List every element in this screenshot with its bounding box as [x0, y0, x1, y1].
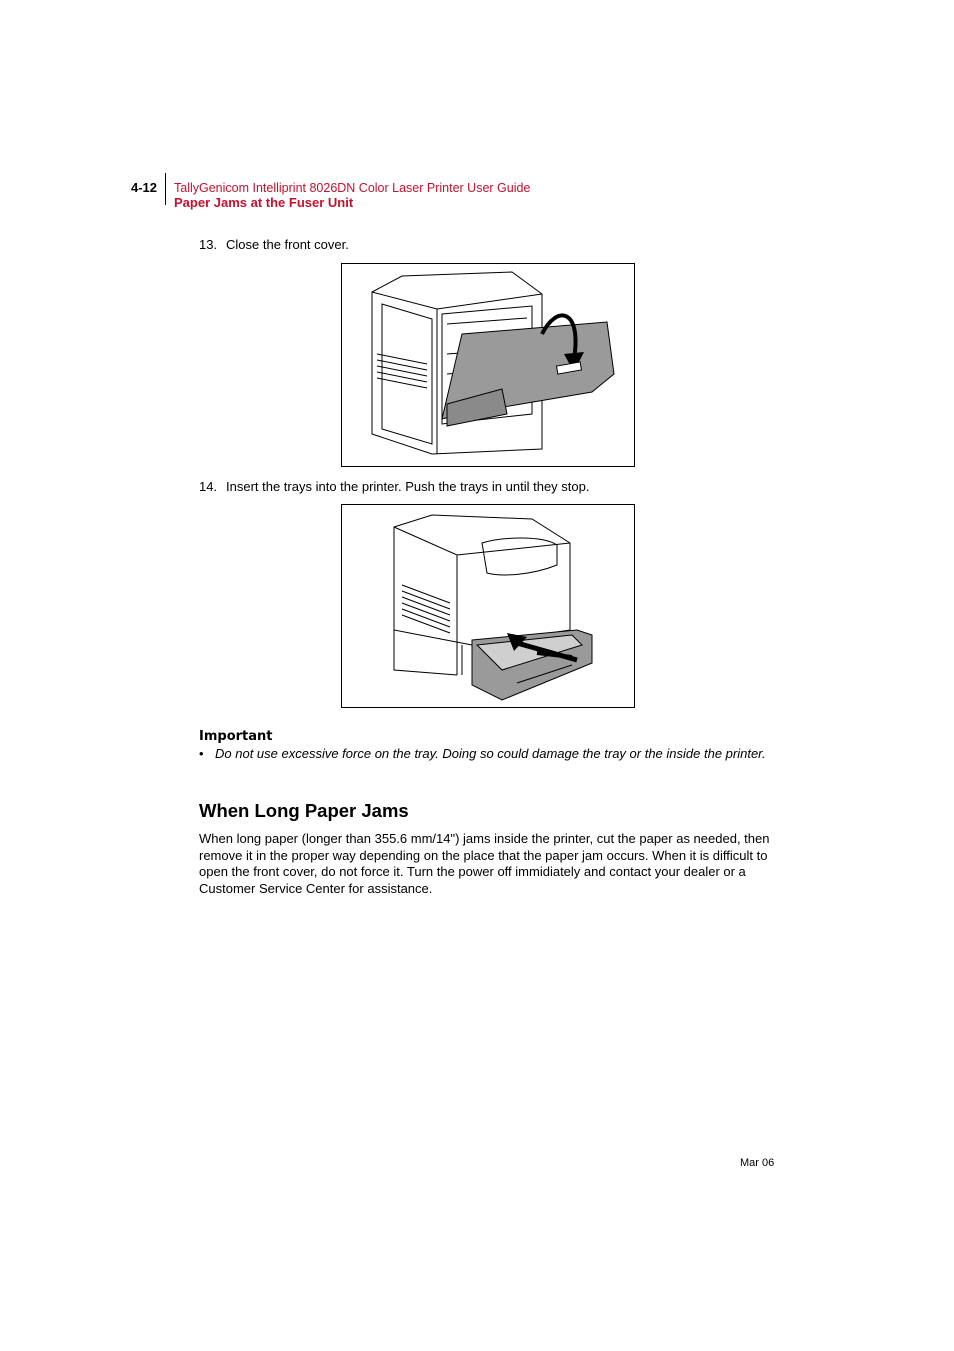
- step-14: [199, 479, 589, 494]
- important-text: Do not use excessive force on the tray. Doing so could damage the tray or the inside the printer.: [215, 746, 766, 761]
- section-body: When long paper (longer than 355.6 mm/14") jams inside the printer, cut the paper as needed, then remove it in the proper way depending on the place that the paper jam occurs. When it is difficult to open the front cover, do not force it. Turn the power off immidiately and contact your dealer or a Customer Service Center for assistance.: [199, 831, 770, 896]
- page-number: 4-12: [131, 180, 158, 195]
- header-divider: [165, 173, 166, 205]
- important-bullet: [199, 745, 779, 762]
- section-title: Paper Jams at the Fuser Unit: [174, 195, 354, 210]
- figure-insert-trays: [341, 504, 635, 708]
- step-text: Insert the trays into the printer. Push the trays in until they stop.: [226, 479, 590, 494]
- step-text: Close the front cover.: [226, 237, 349, 252]
- guide-title: TallyGenicom Intelliprint 8026DN Color Laser Printer User Guide: [174, 181, 531, 195]
- section-heading: When Long Paper Jams: [199, 800, 409, 821]
- bullet-symbol: •: [199, 746, 204, 761]
- step-number: 13.: [199, 237, 218, 252]
- printer-tray-insert-illustration: [342, 505, 634, 707]
- footer-date: Mar 06: [740, 1157, 775, 1169]
- printer-open-cover-illustration: [342, 264, 634, 466]
- step-number: 14.: [199, 479, 218, 494]
- important-label: Important: [199, 729, 273, 744]
- figure-close-front-cover: [341, 263, 635, 467]
- step-13: [199, 237, 349, 252]
